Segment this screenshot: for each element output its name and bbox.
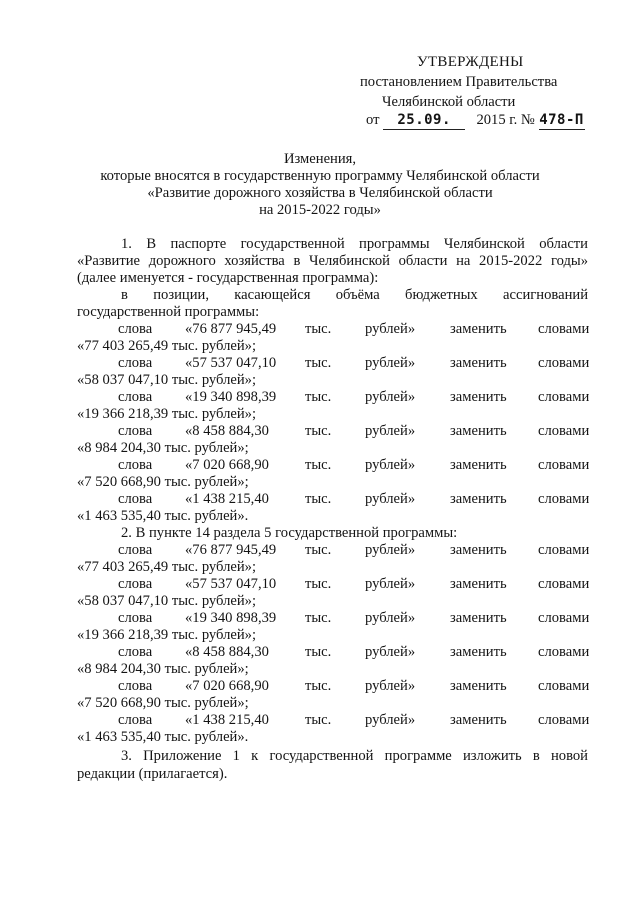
verb: заменить bbox=[450, 457, 507, 473]
word-slova: слова bbox=[118, 355, 153, 371]
item3-line-2: редакции (прилагается). bbox=[77, 766, 228, 782]
heading-line-4: на 2015-2022 годы» bbox=[259, 202, 381, 218]
unit: тыс. bbox=[305, 491, 332, 507]
currency: рублей» bbox=[365, 542, 416, 558]
verb: заменить bbox=[450, 389, 507, 405]
verb: заменить bbox=[450, 423, 507, 439]
word-slovami: словами bbox=[538, 542, 590, 558]
old-value: «8 458 884,30 bbox=[185, 423, 269, 439]
currency: рублей» bbox=[365, 457, 416, 473]
word-slovami: словами bbox=[538, 712, 590, 728]
unit: тыс. bbox=[305, 355, 332, 371]
currency: рублей» bbox=[365, 712, 416, 728]
replacement-row bbox=[0, 678, 640, 696]
new-value: «19 366 218,39 тыс. рублей»; bbox=[77, 406, 257, 422]
new-value: «77 403 265,49 тыс. рублей»; bbox=[77, 338, 257, 354]
new-value: «77 403 265,49 тыс. рублей»; bbox=[77, 559, 257, 575]
new-value: «7 520 668,90 тыс. рублей»; bbox=[77, 695, 249, 711]
word-slovami: словами bbox=[538, 457, 590, 473]
replacement-row bbox=[0, 457, 640, 475]
verb: заменить bbox=[450, 644, 507, 660]
currency: рублей» bbox=[365, 678, 416, 694]
word-slova: слова bbox=[118, 610, 153, 626]
new-value: «58 037 047,10 тыс. рублей»; bbox=[77, 593, 257, 609]
word-slovami: словами bbox=[538, 491, 590, 507]
verb: заменить bbox=[450, 576, 507, 592]
new-value: «1 463 535,40 тыс. рублей». bbox=[77, 508, 249, 524]
word-slovami: словами bbox=[538, 678, 590, 694]
unit: тыс. bbox=[305, 542, 332, 558]
new-value: «8 984 204,30 тыс. рублей»; bbox=[77, 661, 249, 677]
unit: тыс. bbox=[305, 644, 332, 660]
old-value: «1 438 215,40 bbox=[185, 491, 269, 507]
item1-line-3: (далее именуется - государственная программа): bbox=[77, 270, 379, 286]
verb: заменить bbox=[450, 321, 507, 337]
old-value: «7 020 668,90 bbox=[185, 457, 269, 473]
approval-date-line bbox=[366, 112, 585, 130]
currency: рублей» bbox=[365, 321, 416, 337]
word-slovami: словами bbox=[538, 576, 590, 592]
new-value: «8 984 204,30 тыс. рублей»; bbox=[77, 440, 249, 456]
unit: тыс. bbox=[305, 457, 332, 473]
unit: тыс. bbox=[305, 610, 332, 626]
word-slova: слова bbox=[118, 712, 153, 728]
word-slova: слова bbox=[118, 491, 153, 507]
old-value: «57 537 047,10 bbox=[185, 576, 277, 592]
date-value: 25.09. bbox=[383, 112, 465, 130]
word-slovami: словами bbox=[538, 389, 590, 405]
word-slova: слова bbox=[118, 644, 153, 660]
word-slovami: словами bbox=[538, 321, 590, 337]
unit: тыс. bbox=[305, 321, 332, 337]
heading-line-2: которые вносятся в государственную программу Челябинской области bbox=[100, 168, 540, 184]
unit: тыс. bbox=[305, 576, 332, 592]
old-value: «1 438 215,40 bbox=[185, 712, 269, 728]
item2-line-1: 2. В пункте 14 раздела 5 государственной программы: bbox=[121, 525, 458, 541]
unit: тыс. bbox=[305, 712, 332, 728]
verb: заменить bbox=[450, 678, 507, 694]
word-slova: слова bbox=[118, 576, 153, 592]
currency: рублей» bbox=[365, 389, 416, 405]
heading-line-3: «Развитие дорожного хозяйства в Челябинской области bbox=[147, 185, 493, 201]
old-value: «76 877 945,49 bbox=[185, 542, 277, 558]
unit: тыс. bbox=[305, 678, 332, 694]
new-value: «58 037 047,10 тыс. рублей»; bbox=[77, 372, 257, 388]
old-value: «76 877 945,49 bbox=[185, 321, 277, 337]
replacement-row bbox=[0, 644, 640, 662]
replacement-row bbox=[0, 491, 640, 509]
item1-line-4: в позиции, касающейся объёма бюджетных ассигнований bbox=[121, 287, 588, 303]
approval-line-2: Челябинской области bbox=[382, 94, 516, 110]
replacement-row bbox=[0, 542, 640, 560]
year-text: 2015 г. № bbox=[476, 112, 535, 128]
unit: тыс. bbox=[305, 389, 332, 405]
currency: рублей» bbox=[365, 610, 416, 626]
word-slova: слова bbox=[118, 423, 153, 439]
word-slova: слова bbox=[118, 389, 153, 405]
unit: тыс. bbox=[305, 423, 332, 439]
replacement-row bbox=[0, 321, 640, 339]
word-slova: слова bbox=[118, 457, 153, 473]
word-slova: слова bbox=[118, 321, 153, 337]
currency: рублей» bbox=[365, 491, 416, 507]
old-value: «57 537 047,10 bbox=[185, 355, 277, 371]
verb: заменить bbox=[450, 491, 507, 507]
word-slovami: словами bbox=[538, 610, 590, 626]
replacement-row bbox=[0, 712, 640, 730]
old-value: «8 458 884,30 bbox=[185, 644, 269, 660]
old-value: «7 020 668,90 bbox=[185, 678, 269, 694]
item1-line-2: «Развитие дорожного хозяйства в Челябинской области на 2015-2022 годы» bbox=[77, 253, 588, 269]
verb: заменить bbox=[450, 610, 507, 626]
currency: рублей» bbox=[365, 423, 416, 439]
item1-line-1: 1. В паспорте государственной программы Челябинской области bbox=[121, 236, 588, 252]
word-slovami: словами bbox=[538, 644, 590, 660]
currency: рублей» bbox=[365, 644, 416, 660]
word-slova: слова bbox=[118, 678, 153, 694]
verb: заменить bbox=[450, 542, 507, 558]
currency: рублей» bbox=[365, 355, 416, 371]
word-slova: слова bbox=[118, 542, 153, 558]
item3-line-1: 3. Приложение 1 к государственной программе изложить в новой bbox=[121, 748, 588, 764]
replacement-row bbox=[0, 389, 640, 407]
approval-title: УТВЕРЖДЕНЫ bbox=[417, 54, 524, 70]
number-value: 478-П bbox=[539, 112, 584, 128]
new-value: «7 520 668,90 тыс. рублей»; bbox=[77, 474, 249, 490]
old-value: «19 340 898,39 bbox=[185, 389, 277, 405]
old-value: «19 340 898,39 bbox=[185, 610, 277, 626]
verb: заменить bbox=[450, 712, 507, 728]
replacement-row bbox=[0, 355, 640, 373]
replacement-row bbox=[0, 610, 640, 628]
approval-line-1: постановлением Правительства bbox=[360, 74, 558, 90]
word-slovami: словами bbox=[538, 355, 590, 371]
verb: заменить bbox=[450, 355, 507, 371]
item1-line-5: государственной программы: bbox=[77, 304, 260, 320]
new-value: «19 366 218,39 тыс. рублей»; bbox=[77, 627, 257, 643]
new-value: «1 463 535,40 тыс. рублей». bbox=[77, 729, 249, 745]
currency: рублей» bbox=[365, 576, 416, 592]
replacement-row bbox=[0, 423, 640, 441]
replacement-row bbox=[0, 576, 640, 594]
word-slovami: словами bbox=[538, 423, 590, 439]
heading-line-1: Изменения, bbox=[283, 151, 357, 167]
date-prefix: от bbox=[366, 112, 380, 128]
